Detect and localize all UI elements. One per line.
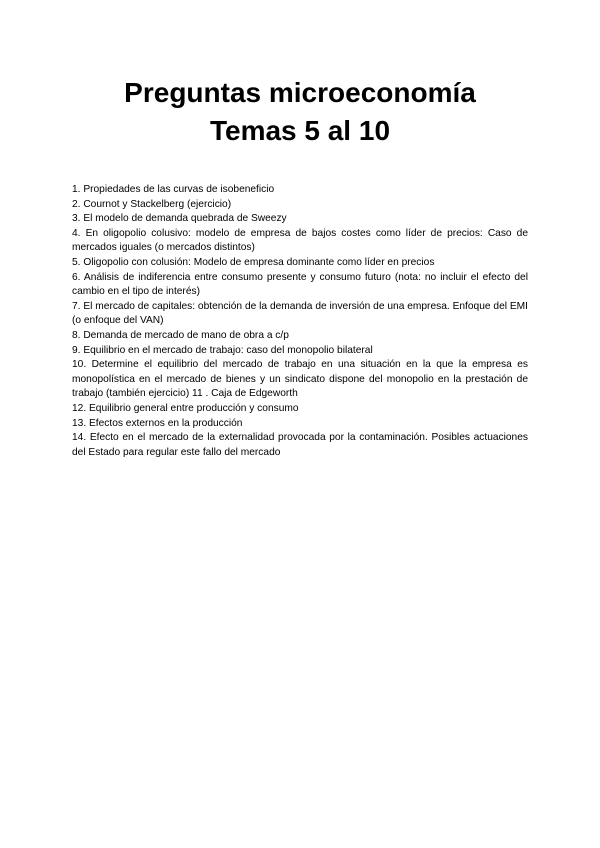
question-item: 3. El modelo de demanda quebrada de Sweezy (72, 213, 287, 225)
question-item: 5. Oligopolio con colusión: Modelo de empresa dominante como líder en precios (72, 256, 435, 268)
question-list (72, 183, 528, 460)
question-item: 6. Análisis de indiferencia entre consumo presente y consumo futuro (nota: no incluir el efecto del cambio en el tipo de interés) (72, 271, 528, 298)
question-item: 14. Efecto en el mercado de la externalidad provocada por la contaminación. Posibles actuaciones del Estado para regular este fallo del mercado (72, 432, 528, 458)
question-item: 8. Demanda de mercado de mano de obra a c/p (72, 329, 289, 341)
title-line-1: Preguntas microeconomía (124, 77, 476, 108)
question-item: 12. Equilibrio general entre producción y consumo (72, 402, 299, 414)
question-item: 1. Propiedades de las curvas de isobeneficio (72, 184, 275, 195)
question-item: 4. En oligopolio colusivo: modelo de empresa de bajos costes como líder de precios: Caso de mercados iguales (o mercados distintos) (72, 227, 528, 254)
document-title (0, 74, 600, 150)
question-item: 7. El mercado de capitales: obtención de la demanda de inversión de una empresa. Enfoque del EMI (o enfoque del VAN) (72, 300, 528, 327)
question-item: 2. Cournot y Stackelberg (ejercicio) (72, 198, 232, 210)
title-line-2: Temas 5 al 10 (209, 115, 391, 146)
question-item: 9. Equilibrio en el mercado de trabajo: caso del monopolio bilateral (72, 344, 373, 356)
question-item: 13. Efectos externos en la producción (72, 417, 243, 429)
question-item: 10. Determine el equilibrio del mercado de trabajo en una situación en la que la empresa es monopolística en el mercado de bienes y un sindicato dispone del monopolio en la prestación de trabajo (también ejercicio) 11 . Caja de Edgeworth (72, 359, 528, 400)
